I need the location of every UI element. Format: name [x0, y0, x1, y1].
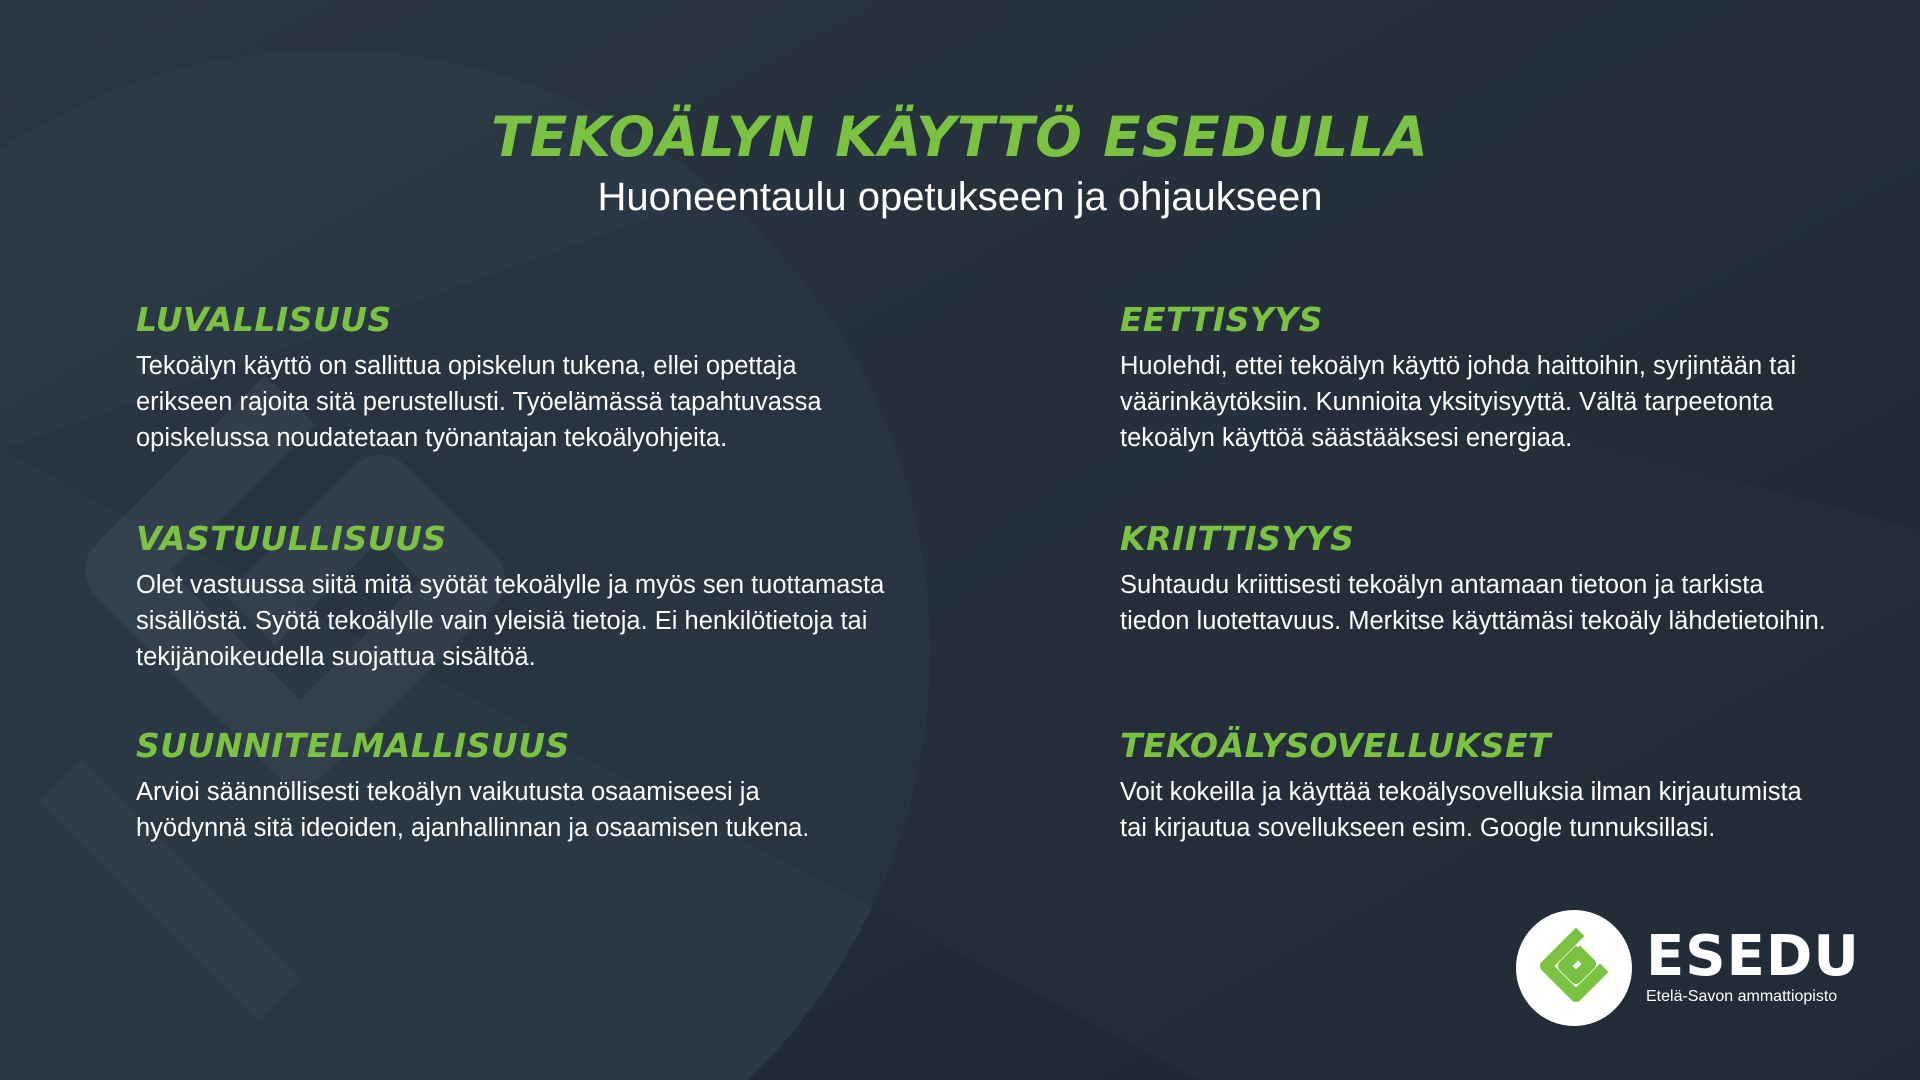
header — [0, 104, 1920, 222]
section-eettisyys — [1120, 300, 1900, 456]
section-text — [1120, 774, 1900, 846]
text-line: hyödynnä sitä ideoiden, ajanhallinnan ja osaamisen tukena. — [136, 814, 810, 842]
section-text — [136, 567, 916, 675]
text-line: tekoälyn käyttöä säästääksesi energiaa. — [1120, 424, 1573, 452]
section-tekoalysovellukset — [1120, 726, 1900, 846]
section-heading: LUVALLISUUS — [136, 300, 392, 339]
section-text — [136, 348, 916, 456]
text-line: sisällöstä. Syötä tekoälylle vain yleisiä tietoja. Ei henkilötietoja tai — [136, 607, 868, 635]
text-line: Tekoälyn käyttö on sallittua opiskelun tukena, ellei opettaja — [136, 352, 797, 380]
esedu-e-logo-icon — [1514, 908, 1634, 1028]
page-title: TEKOÄLYN KÄYTTÖ ESEDULLA — [491, 105, 1429, 169]
text-line: opiskelussa noudatetaan työnantajan tekoälyohjeita. — [136, 424, 728, 452]
section-heading: VASTUULLISUUS — [136, 519, 447, 558]
section-text — [1120, 348, 1900, 456]
section-text — [136, 774, 916, 846]
text-line: Suhtaudu kriittisesti tekoälyn antamaan tietoon ja tarkista — [1120, 571, 1764, 599]
brand — [1646, 924, 1860, 1006]
section-vastuullisuus — [136, 519, 916, 675]
section-heading: TEKOÄLYSOVELLUKSET — [1120, 726, 1552, 765]
section-text — [1120, 567, 1900, 639]
text-line: väärinkäytöksiin. Kunnioita yksityisyyttä. Vältä tarpeetonta — [1120, 388, 1774, 416]
text-line: tai kirjautua sovellukseen esim. Google tunnuksillasi. — [1120, 814, 1716, 842]
text-line: erikseen rajoita sitä perustellusti. Työelämässä tapahtuvassa — [136, 388, 822, 416]
brand-tagline: Etelä-Savon ammattiopisto — [1646, 988, 1838, 1005]
text-line: Huolehdi, ettei tekoälyn käyttö johda haittoihin, syrjintään tai — [1120, 352, 1797, 380]
text-line: tekijänoikeudella suojattua sisältöä. — [136, 643, 536, 671]
section-suunnitelmallisuus — [136, 726, 916, 846]
text-line: Voit kokeilla ja käyttää tekoälysovelluksia ilman kirjautumista — [1120, 778, 1802, 806]
section-heading: SUUNNITELMALLISUUS — [136, 726, 570, 765]
section-kriittisyys — [1120, 519, 1900, 639]
text-line: tiedon luotettavuus. Merkitse käyttämäsi tekoäly lähdetietoihin. — [1120, 607, 1826, 635]
section-heading: KRIITTISYYS — [1120, 519, 1355, 558]
text-line: Arvioi säännöllisesti tekoälyn vaikutusta osaamiseesi ja — [136, 778, 760, 806]
section-luvallisuus — [136, 300, 916, 456]
text-line: Olet vastuussa siitä mitä syötät tekoälylle ja myös sen tuottamasta — [136, 571, 885, 599]
brand-name: ESEDU — [1646, 924, 1860, 989]
page-subtitle: Huoneentaulu opetukseen ja ohjaukseen — [597, 175, 1323, 219]
section-heading: EETTISYYS — [1120, 300, 1323, 339]
